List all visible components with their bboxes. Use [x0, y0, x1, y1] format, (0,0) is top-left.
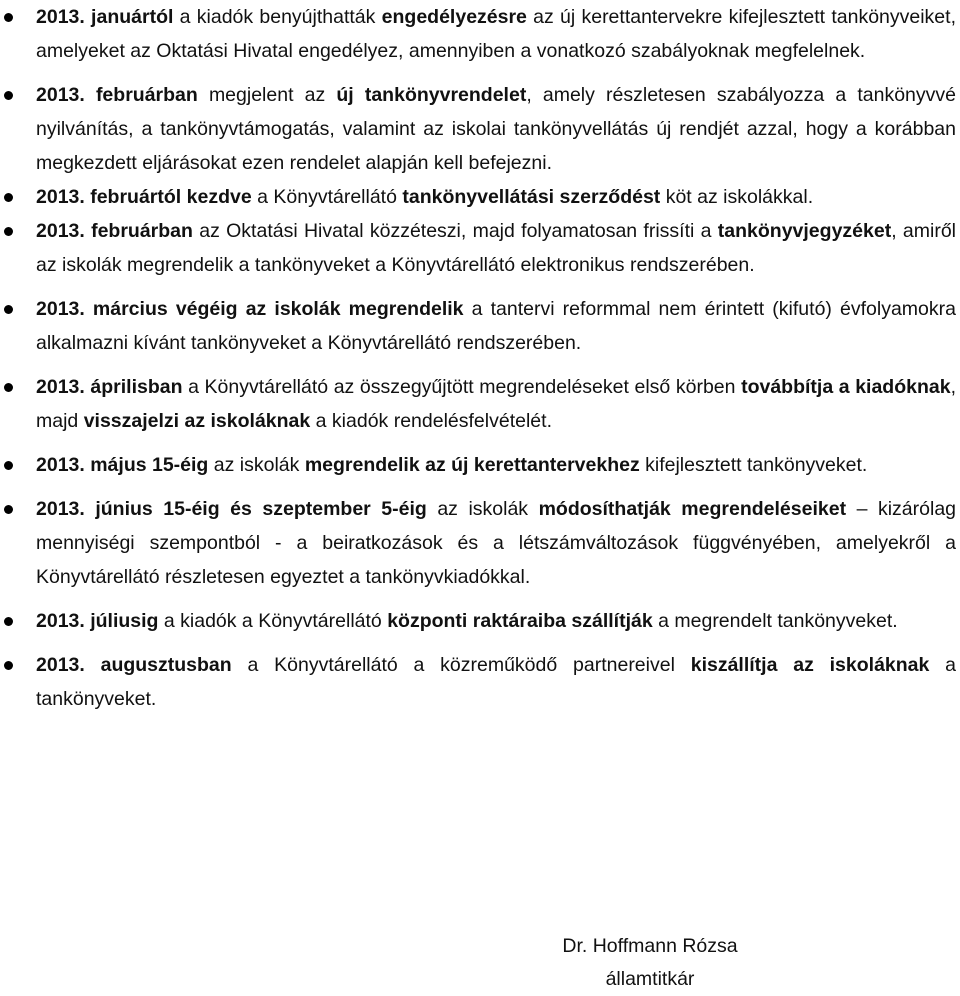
text-run: a megrendelt tankönyveket.: [652, 610, 898, 632]
text-run: a Könyvtárellátó az összegyűjtött megrendeléseket első körben: [182, 376, 742, 398]
bold-text-run: 2013. februárban: [36, 84, 198, 106]
text-run: , amiről az iskolák megrendelik a tankönyveket a Könyvtárellátó elektronikus rendszerében.: [36, 220, 956, 276]
signature-name: Dr. Hoffmann Rózsa: [562, 935, 738, 957]
text-run: a Könyvtárellátó: [251, 186, 403, 208]
bullet-icon: [4, 505, 13, 514]
bold-text-run: 2013. június 15-éig és szeptember 5-éig: [36, 498, 427, 520]
timeline-item: [0, 604, 960, 638]
timeline-item: [0, 292, 960, 360]
bold-text-run: 2013. március végéig az iskolák megrendelik: [36, 298, 464, 320]
timeline-item: [0, 648, 960, 716]
bullet-icon: [4, 305, 13, 314]
timeline-item: [0, 370, 960, 438]
bold-text-run: módosíthatják megrendeléseiket: [538, 498, 847, 520]
bullet-icon: [4, 661, 13, 670]
bold-text-run: megrendelik az új kerettantervekhez: [304, 454, 640, 476]
text-run: az iskolák: [208, 454, 305, 476]
text-run: megjelent az: [197, 84, 337, 106]
bold-text-run: tankönyvellátási szerződést: [402, 186, 661, 208]
text-run: a kiadók benyújthatták: [173, 6, 382, 28]
signature-title: államtitkár: [605, 968, 695, 990]
bold-text-run: 2013. augusztusban: [36, 654, 232, 676]
bullet-icon: [4, 193, 13, 202]
bold-text-run: új tankönyvrendelet: [336, 84, 527, 106]
timeline-item: [0, 214, 960, 282]
signature-block: [520, 930, 780, 996]
bold-text-run: 2013. februárban: [36, 220, 193, 242]
bold-text-run: kiszállítja az iskoláknak: [690, 654, 930, 676]
text-run: a tantervi reformmal nem érintett (kifutó) évfolyamokra alkalmazni kívánt tankönyveket a Könyvtárellátó rendszerében.: [36, 298, 956, 354]
text-run: a kiadók a Könyvtárellátó: [158, 610, 388, 632]
timeline-item: [0, 180, 960, 214]
timeline-item: [0, 78, 960, 180]
bullet-icon: [4, 617, 13, 626]
bold-text-run: 2013. május 15-éig: [36, 454, 209, 476]
bullet-icon: [4, 91, 13, 100]
text-run: a kiadók rendelésfelvételét.: [310, 410, 552, 432]
timeline-item: [0, 448, 960, 482]
bold-text-run: 2013. februártól kezdve: [36, 186, 252, 208]
text-run: köt az iskolákkal.: [660, 186, 814, 208]
bold-text-run: visszajelzi az iskoláknak: [83, 410, 311, 432]
timeline-item: [0, 492, 960, 594]
text-run: – kizárólag mennyiségi szempontból - a beiratkozások és a létszámváltozások függvényében, amelyekről a Könyvtárellátó részletesen egyeztet a tankönyvkiadókkal.: [36, 498, 957, 588]
text-run: az iskolák: [426, 498, 539, 520]
bullet-icon: [4, 227, 13, 236]
text-run: az új kerettantervekre kifejlesztett tankönyveiket, amelyeket az Oktatási Hivatal engedélyez, amennyiben a vonatkozó szabályoknak megfelelnek.: [36, 6, 956, 62]
text-run: kifejlesztett tankönyveket.: [639, 454, 868, 476]
bold-text-run: 2013. áprilisban: [36, 376, 183, 398]
bullet-icon: [4, 13, 13, 22]
text-run: , majd: [36, 376, 957, 432]
text-run: az Oktatási Hivatal közzéteszi, majd folyamatosan frissíti a: [192, 220, 718, 242]
bold-text-run: központi raktáraiba szállítják: [387, 610, 653, 632]
bold-text-run: engedélyezésre: [381, 6, 527, 28]
bold-text-run: továbbítja a kiadóknak: [741, 376, 951, 398]
timeline-item: [0, 0, 960, 68]
bullet-icon: [4, 461, 13, 470]
bullet-icon: [4, 383, 13, 392]
text-run: , amely részletesen szabályozza a tankönyvvé nyilvánítás, a tankönyvtámogatás, valamint az iskolai tankönyvellátás új rendjét azzal, hogy a korábban megkezdett eljárásokat ezen rendelet alapján kell befejezni.: [36, 84, 956, 174]
bold-text-run: 2013. júliusig: [36, 610, 159, 632]
bold-text-run: tankönyvjegyzéket: [717, 220, 892, 242]
bold-text-run: 2013. januártól: [36, 6, 174, 28]
text-run: a Könyvtárellátó a közreműködő partnereivel: [231, 654, 691, 676]
text-run: a tankönyveket.: [36, 654, 957, 710]
